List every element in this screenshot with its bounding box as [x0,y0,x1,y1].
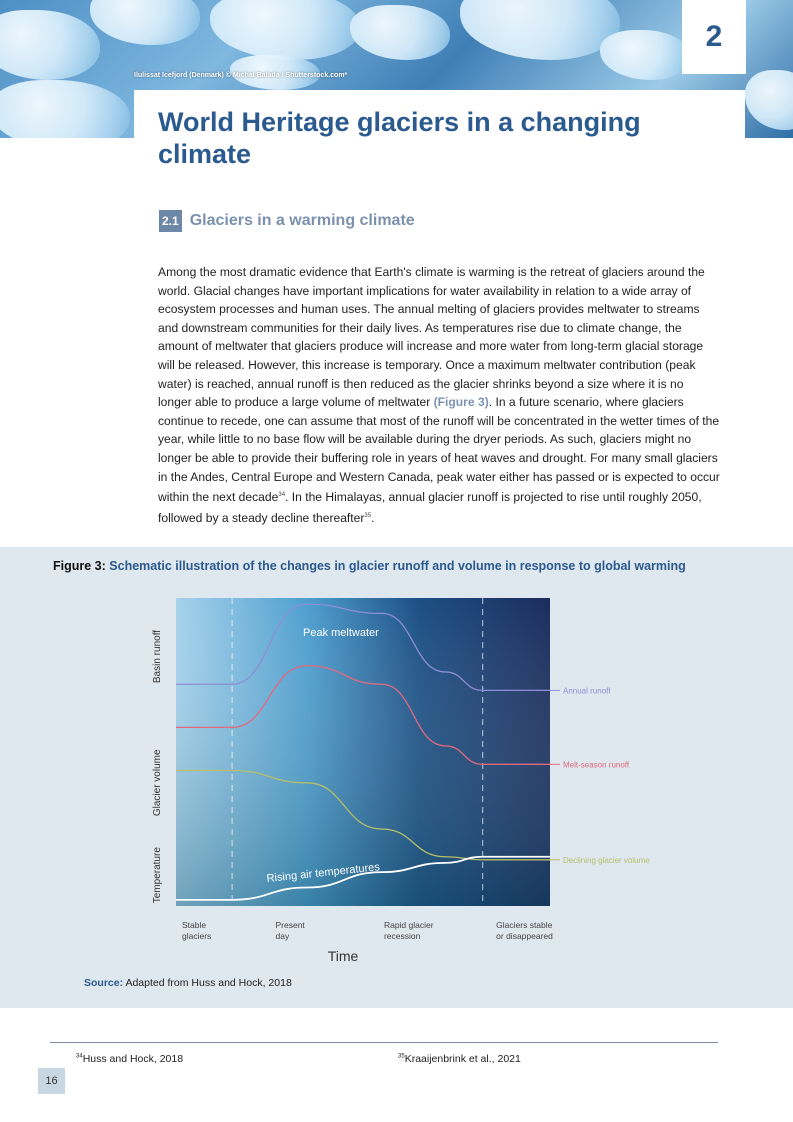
footnote-34 [76,1053,183,1065]
x-phase-label-2-line-0: Rapid glacier [383,920,434,930]
footnote-35-text: Kraaijenbrink et al., 2021 [404,1053,521,1065]
footnote-35 [398,1053,521,1065]
x-phase-label-3-line-1: or disappeared [496,931,553,941]
y-label-0: Basin runoff [152,629,163,684]
series-labels [563,686,650,864]
body-text-1: Among the most dramatic evidence that Earth's climate is warming is the retreat of glaciers around the world. Glacial changes have important implications for water availability in relation to a wide array of ecosystem processes and human uses. The annual melting of glaciers provides meltwater to streams and downstream communities for their daily lives. As temperatures rise due to climate change, the amount of meltwater that glaciers produce will increase and more water from long-term glacial storage will be released. However, this increase is temporary. Once a maximum meltwater contribution (peak water) is reached, annual runoff is then reduced as the glacier shrinks beyond a size where it is no longer able to produce a large volume of meltwater [158,265,705,410]
page-number: 16 [38,1068,65,1094]
figure-3-link[interactable]: (Figure 3) [433,395,489,410]
footnote-34-num: 34 [76,1053,83,1060]
x-phase-label-0-line-1: glaciers [182,931,212,941]
x-phase-label-3 [496,920,553,941]
series-label-1: Melt-season runoff [563,760,630,770]
footnote-34-text: Huss and Hock, 2018 [82,1053,184,1065]
x-phase-label-1 [276,920,306,941]
source-label: Source: [84,977,124,989]
x-phase-label-1-line-1: day [275,931,290,941]
page-title: World Heritage glaciers in a changing climate [158,107,641,169]
chapter-number: 2 [705,20,723,53]
figure-source [84,977,292,989]
section-heading [159,210,415,232]
footnote-divider [50,1042,718,1043]
footnote-ref-35[interactable]: 35 [364,512,372,519]
x-phase-label-0-line-0: Stable [182,920,207,930]
footnote-35-num: 35 [398,1053,405,1060]
x-phase-label-1-line-0: Present [275,920,305,930]
source-text: Adapted from Huss and Hock, 2018 [125,977,292,989]
body-text-4: . [371,510,375,525]
chapter-badge [682,0,746,74]
glacier-runoff-chart [140,590,700,970]
footnote-ref-34[interactable]: 34 [278,492,286,499]
peak-meltwater-annotation: Peak meltwater [303,627,379,639]
body-text-2: . In a future scenario, where glaciers continue to recede, one can assume that most of the runoff will be concentrated in the wetter times of the year, while little to no base flow will be available during the dryer periods. As such, glaciers might no longer be able to provide their buffering role in years of heat waves and drought. For many small glaciers in the Andes, Central Europe and Western Canada, peak water either has passed or is expected to occur within the next decade [158,395,720,505]
section-title: Glaciers in a warming climate [189,212,415,229]
x-phase-label-0 [182,920,211,941]
y-axis-labels [152,630,163,904]
figure-label: Figure 3: [53,559,106,573]
series-label-2: Declining glacier volume [563,855,650,865]
x-phase-label-2-line-1: recession [383,931,421,941]
figure-caption [53,559,686,573]
photo-credit: Ilulissat Icefjord (Denmark) © Michal Balada / Shutterstock.com* [134,72,348,79]
body-paragraph [158,263,720,527]
y-label-1: Glacier volume [152,749,163,817]
section-number: 2.1 [159,210,182,232]
x-phase-label-2 [384,920,434,941]
rising-temperature-annotation: Rising air temperatures [266,861,381,885]
y-label-2: Temperature [152,847,163,904]
series-label-0: Annual runoff [563,686,611,696]
x-phase-label-3-line-0: Glaciers stable [496,920,553,930]
body-text-3: . In the Himalayas, annual glacier runoff is projected to rise until roughly 2050, followed by a steady decline thereafter [158,490,702,525]
x-axis-label: Time [327,948,359,964]
figure-title: Schematic illustration of the changes in glacier runoff and volume in response to global warming [109,559,686,573]
x-phase-labels [182,920,553,941]
